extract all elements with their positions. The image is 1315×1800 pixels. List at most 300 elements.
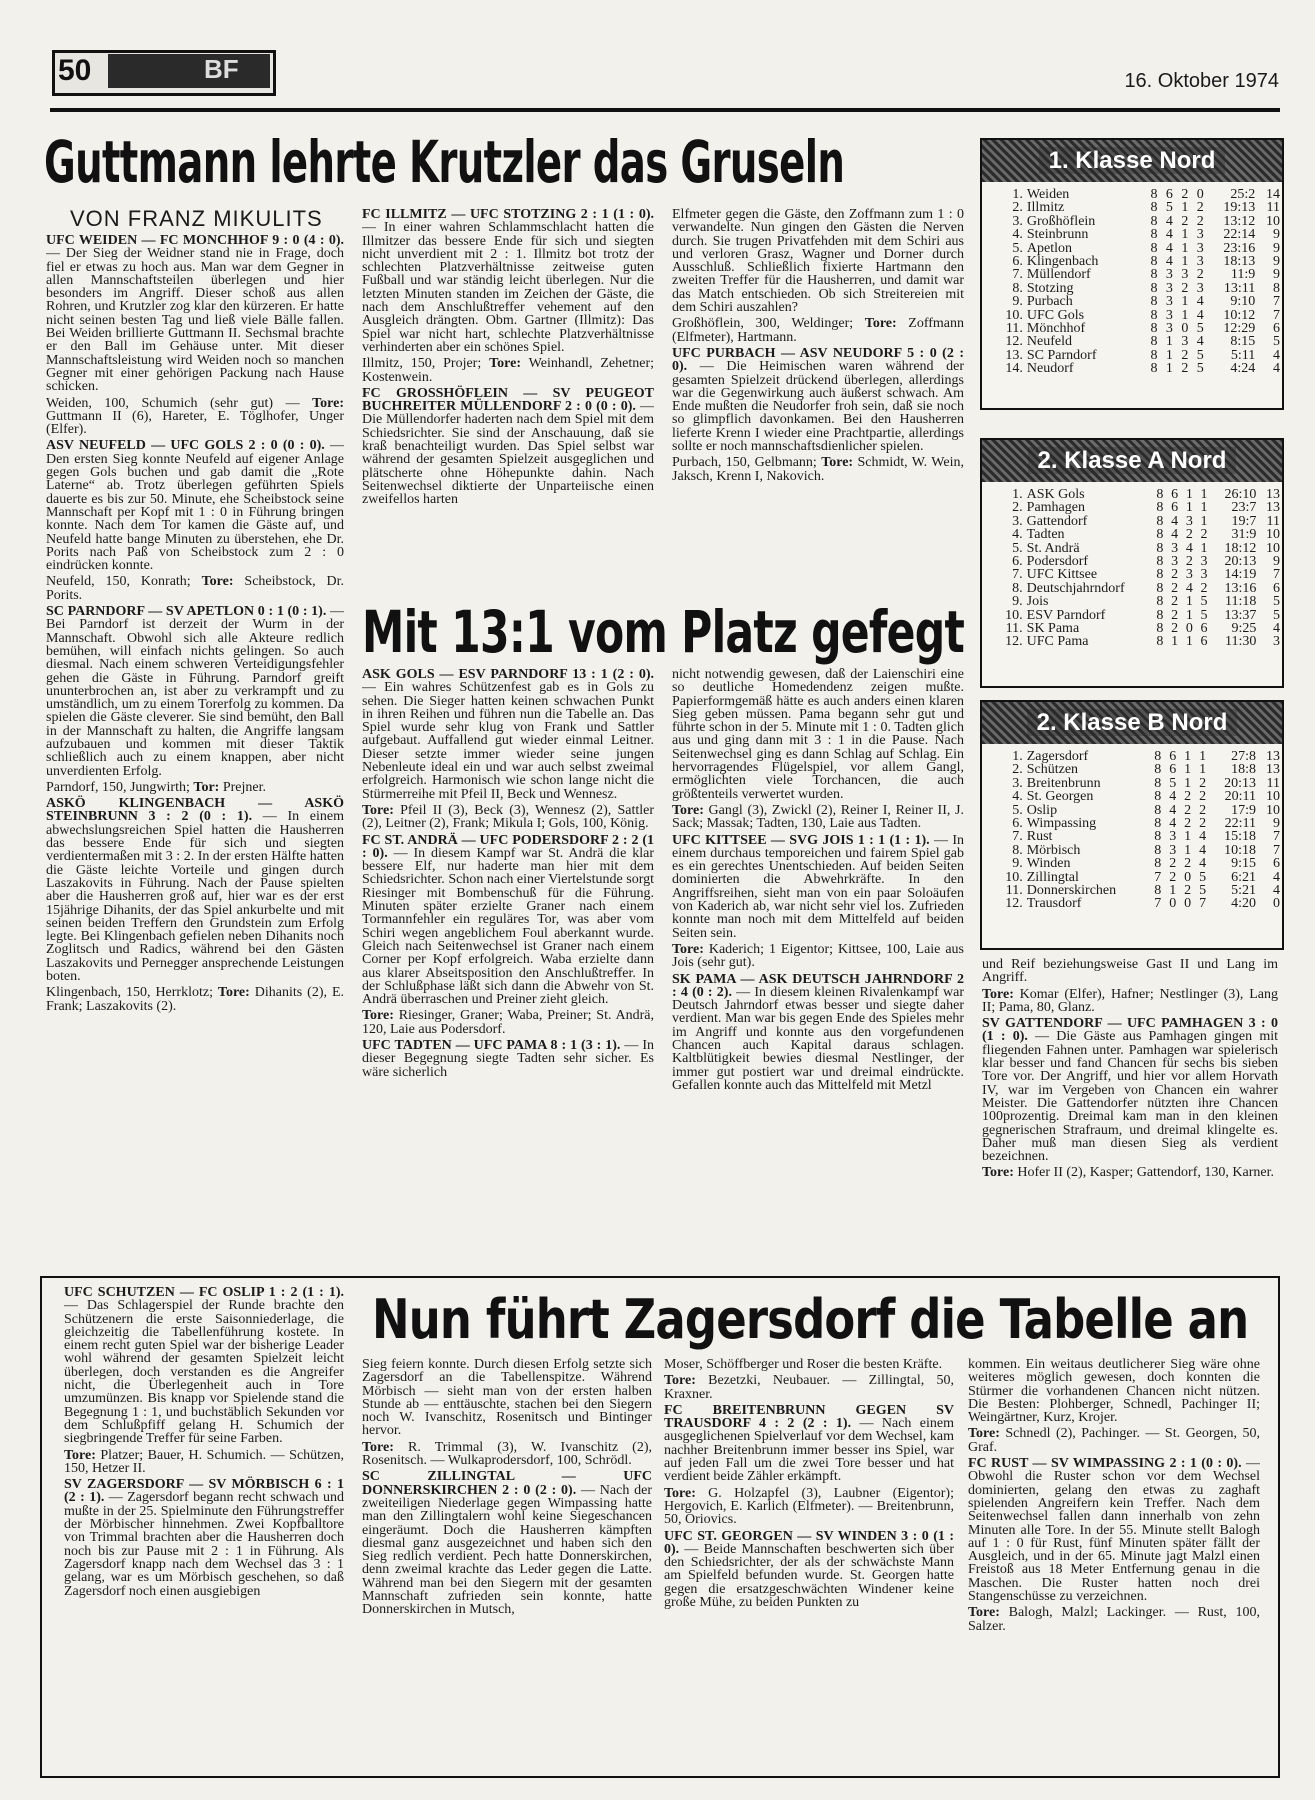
table-cell: 2 xyxy=(1169,856,1177,872)
table-cell: 13:11 xyxy=(1223,280,1256,296)
table-cell: 1 xyxy=(1185,634,1193,650)
standings-rows xyxy=(1002,488,1282,649)
article-paragraph: UFC TADTEN — UFC PAMA 8 : 1 (3 : 1). — In dieser Begegnung siegte Tadten sehr sicher. Es wäre sicherlich xyxy=(362,1038,654,1080)
table-cell: 1 xyxy=(1171,634,1179,650)
table-cell: 11:30 xyxy=(1225,634,1257,650)
table-cell: 4:20 xyxy=(1231,896,1256,912)
table-row xyxy=(1002,349,1282,362)
table-cell: 8 xyxy=(1154,749,1162,764)
section-label: BF xyxy=(108,54,270,88)
page-number: 50 xyxy=(58,54,92,87)
table-cell: 19:7 xyxy=(1231,513,1257,529)
article-paragraph: Neufeld, 150, Konrath; Tore: Scheibstock, Dr. Porits. xyxy=(46,574,344,603)
bottom-column-4 xyxy=(968,1358,1260,1768)
table-cell: 1 xyxy=(1165,334,1173,350)
table-cell: 0 xyxy=(1184,869,1192,885)
table-cell: 6. xyxy=(1012,554,1023,570)
table-cell: 4 xyxy=(1171,527,1179,543)
table-cell: 2 xyxy=(1199,775,1207,791)
table-cell: 3 xyxy=(1171,540,1179,556)
table-cell: 9 xyxy=(1273,554,1280,570)
table-row xyxy=(1002,582,1282,595)
table-cell: Neufeld xyxy=(1026,334,1072,350)
table-cell: Zillingtal xyxy=(1026,869,1079,885)
table-cell: UFC Gols xyxy=(1026,307,1085,323)
table-cell: 7 xyxy=(1273,294,1280,310)
table-cell: 10 xyxy=(1266,789,1280,805)
table-cell: 0 xyxy=(1181,321,1189,337)
table-cell: 4 xyxy=(1165,213,1173,229)
table-cell: 1 xyxy=(1184,829,1192,845)
table-cell: 12. xyxy=(1005,634,1023,650)
table-row xyxy=(1002,362,1282,375)
table-cell: 10:12 xyxy=(1223,307,1256,323)
table-cell: 20:13 xyxy=(1224,775,1256,791)
table-cell: 1 xyxy=(1185,500,1193,516)
table-row xyxy=(1002,322,1282,335)
table-cell: Donnerskirchen xyxy=(1026,883,1117,899)
article-paragraph: Klingenbach, 150, Herrklotz; Tore: Dihanits (2), E. Frank; Laszakovits (2). xyxy=(46,985,344,1014)
table-cell: 8 xyxy=(1154,789,1162,805)
table-cell: 2 xyxy=(1169,869,1177,885)
article-paragraph: Tore: R. Trimmal (3), W. Ivanschitz (2), Rosenitsch. — Wulkaprodersdorf, 100, Schrödl. xyxy=(362,1439,652,1469)
table-cell: 3 xyxy=(1181,267,1189,283)
table-cell: 3 xyxy=(1169,842,1177,858)
table-cell: 8 xyxy=(1154,802,1162,818)
header-rule xyxy=(50,108,1280,112)
table-cell: Mörbisch xyxy=(1026,842,1081,858)
table-cell: Tadten xyxy=(1026,527,1065,543)
table-cell: Purbach xyxy=(1026,294,1073,310)
table-cell: 3 xyxy=(1196,227,1204,243)
table-cell: 13:37 xyxy=(1224,607,1257,623)
table-cell: 9 xyxy=(1273,240,1280,256)
table-cell: 1 xyxy=(1185,487,1193,502)
table-cell: 10 xyxy=(1266,213,1280,229)
table-cell: 3 xyxy=(1196,280,1204,296)
table-cell: 23:16 xyxy=(1223,240,1256,256)
table-cell: 7. xyxy=(1012,267,1023,283)
table-cell: 7 xyxy=(1154,869,1162,885)
table-cell: 4 xyxy=(1169,802,1177,818)
table-cell: Steinbrunn xyxy=(1026,227,1089,243)
table-row xyxy=(1002,595,1282,608)
table-cell: 4 xyxy=(1185,540,1193,556)
table-cell: 4 xyxy=(1169,816,1177,832)
table-cell: 1 xyxy=(1165,347,1173,363)
table-cell: 8 xyxy=(1150,347,1158,363)
table-cell: 9:15 xyxy=(1231,856,1256,872)
table-row xyxy=(1002,242,1282,255)
table-cell: UFC Kittsee xyxy=(1026,567,1098,583)
table-cell: 8 xyxy=(1156,621,1164,637)
table-cell: SC Parndorf xyxy=(1026,347,1097,363)
table-cell: 4 xyxy=(1196,307,1204,323)
table-cell: 2 xyxy=(1199,802,1207,818)
article-column-3-mid xyxy=(672,668,964,1260)
table-cell: 18:13 xyxy=(1223,254,1256,270)
table-cell: 12. xyxy=(1005,334,1023,350)
table-cell: 2 xyxy=(1171,607,1179,623)
standings-table-3 xyxy=(980,700,1284,950)
table-cell: 0 xyxy=(1185,621,1193,637)
table-row xyxy=(1002,635,1282,648)
article-paragraph: UFC PURBACH — ASV NEUDORF 5 : 0 (2 : 0). — Die Heimischen waren während der gesamten Spielzeit drückend überlegen, allerdings war die Gegenwirkung auch äußerst schwach. Am Ende mußten die Neudorfer froh sein, daß sie noch so glimpflich davonkamen. Bei den Hausherren lieferte Krenn I wieder eine Prachtpartie, allerdings sollte er noch mannschaftsdienlicher spielen. xyxy=(672,345,964,455)
table-cell: 2 xyxy=(1200,527,1208,543)
table-row xyxy=(1002,542,1282,555)
table-cell: Weiden xyxy=(1026,187,1070,202)
table-cell: 4 xyxy=(1199,829,1207,845)
article-paragraph: Tore: Schnedl (2), Pachinger. — St. Georgen, 50, Graf. xyxy=(968,1426,1260,1455)
table-cell: 8 xyxy=(1156,554,1164,570)
article-paragraph: SK PAMA — ASK DEUTSCH JAHRNDORF 2 : 4 (0 : 2). — In diesem kleinen Rivalenkampf war Deutsch Jahrndorf etwas besser und siegte daher verdient. Man war bis gegen Ende des Spieles mehr im Angriff und konnte aus den vorgefundenen Chancen auch Kapital daraus schlagen. Kaltblütigkeit bewies diesmal Nestlinger, der immer gut postiert war und dreimal eindrückte. Gefallen konnte auch das Mittelfeld mit Metzl xyxy=(672,971,964,1093)
table-cell: 20:11 xyxy=(1224,789,1256,805)
table-cell: 4 xyxy=(1165,254,1173,270)
table-row xyxy=(1002,309,1282,322)
table-cell: 2 xyxy=(1181,187,1189,202)
bottom-column-2 xyxy=(362,1358,652,1768)
article-column-2-mid xyxy=(362,668,654,1260)
table-cell: 6 xyxy=(1169,762,1177,778)
second-headline: Mit 13:1 vom Platz gefegt xyxy=(362,598,965,666)
table-cell: Schützen xyxy=(1026,762,1079,778)
table-cell: 3 xyxy=(1200,567,1208,583)
table-cell: 11 xyxy=(1266,513,1280,529)
table-cell: 8 xyxy=(1150,361,1158,377)
table-cell: 7 xyxy=(1273,567,1280,583)
table-cell: 10. xyxy=(1005,869,1023,885)
table-cell: Trausdorf xyxy=(1026,896,1082,912)
table-cell: 0 xyxy=(1273,896,1280,912)
table-row xyxy=(1002,763,1282,776)
table-cell: 14. xyxy=(1005,361,1023,377)
article-paragraph: Elfmeter gegen die Gäste, den Zoffmann zum 1 : 0 verwandelte. Nun gingen den Gästen die Nerven durch. Sie trugen Privatfehden mit dem Schiri aus und verloren Grasz, Wagner und Dorner durch Ausschluß. Schließlich fixierte Hartmann den zweiten Treffer für die Hausherren, und damit war das Match entschieden. Ob sich Streitereien mit dem Schiri auszahlen? xyxy=(672,208,964,316)
table-cell: St. Andrä xyxy=(1026,540,1080,556)
table-row xyxy=(1002,335,1282,348)
table-cell: Stotzing xyxy=(1026,280,1074,296)
table-cell: 5 xyxy=(1199,869,1207,885)
table-cell: 2 xyxy=(1181,361,1189,377)
table-cell: 13. xyxy=(1005,347,1023,363)
table-cell: 22:11 xyxy=(1224,816,1256,832)
article-paragraph: Tore: Pfeil II (3), Beck (3), Wennesz (2), Sattler (2), Leitner (2), Frank; Mikula I; Gols, 100, König. xyxy=(362,802,654,832)
table-row xyxy=(1002,750,1282,763)
table-cell: 2 xyxy=(1171,580,1179,596)
table-cell: 11 xyxy=(1266,200,1280,216)
table-cell: 2 xyxy=(1171,621,1179,637)
table-cell: 8. xyxy=(1012,280,1023,296)
table-cell: 6 xyxy=(1169,749,1177,764)
table-cell: 11. xyxy=(1005,883,1023,899)
table-cell: 25:2 xyxy=(1230,187,1256,202)
table-cell: Neudorf xyxy=(1026,361,1074,377)
table-cell: 2 xyxy=(1184,802,1192,818)
table-cell: 2 xyxy=(1185,554,1193,570)
article-paragraph: SC ZILLINGTAL — UFC DONNERSKIRCHEN 2 : 0 (2 : 0). — Nach der zweiteiligen Niederlage gegen Wimpassing hatte man den Zillingtalern wohl keine Siegeschancen eingeräumt. Doch die Hausherren kämpften diesmal ganz ausgezeichnet und haben sich den Sieg redlich verdient. Pech hatte Donnerskirchen, denn zweimal krachte das Leder gegen die Latte. Während man bei den Siegern mit der gesamten Mannschaft zufrieden sein konnte, hatte Donnerskirchen in Mutsch, xyxy=(362,1469,652,1618)
table-cell: 17:9 xyxy=(1231,802,1256,818)
table-cell: 6 xyxy=(1171,500,1179,516)
table-row xyxy=(1002,555,1282,568)
table-cell: 5 xyxy=(1200,607,1208,623)
table-cell: Podersdorf xyxy=(1026,554,1089,570)
issue-date: 16. Oktober 1974 xyxy=(1124,70,1279,92)
table-row xyxy=(1002,844,1282,857)
table-cell: 8 xyxy=(1156,580,1164,596)
table-cell: 12. xyxy=(1005,896,1023,912)
table-cell: 8 xyxy=(1156,567,1164,583)
table-cell: 10. xyxy=(1005,607,1023,623)
table-cell: 2 xyxy=(1196,213,1204,229)
table-cell: Deutschjahrndorf xyxy=(1026,580,1125,596)
table-cell: 8 xyxy=(1156,607,1164,623)
table-row xyxy=(1002,871,1282,884)
article-column-1 xyxy=(46,234,344,1258)
table-cell: 27:8 xyxy=(1231,749,1256,764)
table-cell: 3. xyxy=(1012,213,1023,229)
table-cell: 2 xyxy=(1184,883,1192,899)
table-cell: 1 xyxy=(1199,749,1207,764)
article-paragraph: SV ZAGERSDORF — SV MÖRBISCH 6 : 1 (2 : 1). — Zagersdorf begann recht schwach und mußte in der 25. Spielminute den Führungstreffer der Mörbischer hinnehmen. Zwei Kopfballtore von Trimmal brachten aber die Hausherren doch noch bis zur Pause mit 2 : 1 in Führung. Als Zagersdorf knapp nach dem Wechsel das 3 : 1 gelang, war es um Mörbisch geschehen, so daß Zagersdorf noch einen ausgiebigen xyxy=(64,1477,344,1599)
table-cell: 3 xyxy=(1181,334,1189,350)
article-paragraph: ASKÖ KLINGENBACH — ASKÖ STEINBRUNN 3 : 2 (0 : 1). — In einem abwechslungsreichen Spiel hatten die Hausherren das bessere Ende für sich und siegten verdientermaßen mit 3 : 2. In der ersten Hälfte hatten die Gäste leichte Vorteile und gingen durch Laszakovits in Führung. Nach der Pause spielten aber die Hausherren groß auf, hier war es der erst 15jährige Dihanits, der das Spiel ankurbelte und mit seinen beiden Treffern den Grundstein zum Erfolg legte. Bei Klingenbach gefielen neben Dihanits noch Zoglitsch und Radics, während bei den Gästen Laszakovits und Pernegger ansprechende Leistungen boten. xyxy=(46,796,344,985)
table-cell: 1 xyxy=(1184,762,1192,778)
table-cell: 2 xyxy=(1200,580,1208,596)
table-cell: 31:9 xyxy=(1231,527,1257,543)
table-cell: 1. xyxy=(1012,749,1023,764)
article-column-2-top xyxy=(362,208,654,588)
article-paragraph: Tore: Platzer; Bauer, H. Schumich. — Schützen, 150, Hetzer II. xyxy=(64,1447,344,1476)
byline: VON FRANZ MIKULITS xyxy=(70,206,323,231)
table-cell: 11. xyxy=(1005,621,1023,637)
table-row xyxy=(1002,804,1282,817)
table-row xyxy=(1002,528,1282,541)
table-row xyxy=(1002,830,1282,843)
table-cell: 8 xyxy=(1156,594,1164,610)
table-cell: 3 xyxy=(1165,321,1173,337)
table-cell: 3. xyxy=(1012,513,1023,529)
table-cell: 7. xyxy=(1012,829,1023,845)
table-cell: 4 xyxy=(1273,361,1280,377)
table-cell: Pamhagen xyxy=(1026,500,1085,516)
table-cell: 2 xyxy=(1184,816,1192,832)
table-row xyxy=(1002,201,1282,214)
table-cell: 8 xyxy=(1154,762,1162,778)
table-cell: 13 xyxy=(1266,500,1280,516)
table-cell: 8 xyxy=(1154,883,1162,899)
table-cell: 19:13 xyxy=(1223,200,1256,216)
table-cell: 2 xyxy=(1171,594,1179,610)
table-cell: 4 xyxy=(1165,227,1173,243)
table-cell: 3 xyxy=(1165,307,1173,323)
table-cell: 13:16 xyxy=(1224,580,1257,596)
table-cell: 3 xyxy=(1165,294,1173,310)
table-cell: 11 xyxy=(1266,775,1280,791)
table-cell: 1 xyxy=(1200,540,1208,556)
article-paragraph: kommen. Ein weitaus deutlicherer Sieg wäre ohne weiteres möglich gewesen, doch konnten die Stürmer die vorhandenen Chancen nicht nützen. Die Besten: Plohberger, Schnedl, Pachinger II; Weingärtner, Kurz, Krojer. xyxy=(968,1358,1260,1426)
table-cell: 8 xyxy=(1150,240,1158,256)
table-cell: 4. xyxy=(1012,227,1023,243)
table-cell: Winden xyxy=(1026,856,1071,872)
table-cell: 3 xyxy=(1165,267,1173,283)
third-headline: Nun führt Zagersdorf die Tabelle an xyxy=(372,1288,1249,1351)
table-row xyxy=(1002,188,1282,201)
article-paragraph: Tore: Komar (Elfer), Hafner; Nestlinger (3), Lang II; Pama, 80, Glanz. xyxy=(982,986,1278,1015)
article-paragraph: und Reif beziehungsweise Gast II und Lang im Angriff. xyxy=(982,958,1278,986)
table-cell: 2 xyxy=(1196,200,1204,216)
table-cell: St. Georgen xyxy=(1026,789,1094,805)
table-cell: Apetlon xyxy=(1026,240,1072,256)
table-cell: 9:10 xyxy=(1230,294,1256,310)
table-cell: 1 xyxy=(1181,294,1189,310)
table-cell: 1 xyxy=(1184,842,1192,858)
table-cell: 5 xyxy=(1199,883,1207,899)
table-cell: Großhöflein xyxy=(1026,213,1096,229)
table-cell: Mönchhof xyxy=(1026,321,1086,337)
table-cell: Jois xyxy=(1026,594,1049,610)
table-cell: 5 xyxy=(1196,361,1204,377)
table-cell: 8 xyxy=(1150,200,1158,216)
article-paragraph: UFC KITTSEE — SVG JOIS 1 : 1 (1 : 1). — In einem durchaus temporeichen und fairem Spiel gab es ein gerechtes Unentschieden. Auf beiden Seiten dominierten die Abwehrkräfte. In den Angriffsreihen, sieht man von ein paar Soloäufen von Kaderich ab, war nicht sehr viel los. Zufrieden konnte man noch mit dem Mittelfeld auf beiden Seiten sein. xyxy=(672,832,964,941)
table-cell: 10 xyxy=(1266,540,1280,556)
article-paragraph: UFC ST. GEORGEN — SV WINDEN 3 : 0 (1 : 0). — Beide Mannschaften beschwerten sich über den Schiedsrichter, der als der schwächste Mann am Spielfeld befunden wurde. St. Georgen hatte gegen die ersatzgeschwächten Windener keine große Mühe, zu beiden Punkten zu xyxy=(664,1528,954,1611)
table-cell: 14:19 xyxy=(1224,567,1257,583)
table-cell: 5 xyxy=(1196,347,1204,363)
table-cell: 8 xyxy=(1273,280,1280,296)
table-cell: 2 xyxy=(1199,816,1207,832)
table-cell: 2 xyxy=(1196,267,1204,283)
table-cell: 2 xyxy=(1199,789,1207,805)
table-row xyxy=(1002,777,1282,790)
table-cell: ASK Gols xyxy=(1026,487,1085,502)
table-cell: 10 xyxy=(1266,802,1280,818)
article-paragraph: nicht notwendig gewesen, daß der Laienschiri eine so deutliche Homedendenz zeigen mußte. Papierformgemäß hätte es auch anders einen klaren Sieg geben müssen. Pama begann sehr gut und führte schon in der 5. Minute mit 1 : 0. Tadten glich aus und ging dann mit 3 : 1 in die Pause. Nach Seitenwechsel ging es dann Schlag auf Schlag. Ein hervorragendes Flügelspiel, vor allem Gangl, ermöglichten viele Torchancen, die auch größtenteils verwertet wurden. xyxy=(672,668,964,802)
table-cell: 7 xyxy=(1273,307,1280,323)
table-cell: 1. xyxy=(1012,187,1023,202)
table-cell: 1 xyxy=(1200,513,1208,529)
table-cell: 4 xyxy=(1171,513,1179,529)
table-cell: 8 xyxy=(1150,334,1158,350)
table-cell: 9:25 xyxy=(1231,621,1257,637)
main-headline: Guttmann lehrte Krutzler das Gruseln xyxy=(44,128,845,196)
table-cell: 7 xyxy=(1199,896,1207,912)
article-paragraph: FC ILLMITZ — UFC STOTZING 2 : 1 (1 : 0). — In einer wahren Schlammschlacht hatten die Illmitzer das bessere Ende für sich und siegten nicht unverdient mit 2 : 1. Illmitz bot trotz der schlechten Platzverhältnisse zeitweise guten Fußball und war ständig leicht überlegen. Nur die letzten Minuten standen im Zeichen der Gäste, die nach dem Anschlußtreffer vehement auf den Ausgleich drängten. Obm. Gartner (Illmitz): Das Spiel war nicht hart, schlechte Platzverhältnisse verhinderten aber ein schönes Spiel. xyxy=(362,208,654,355)
table-cell: 6 xyxy=(1200,621,1208,637)
table-cell: 2. xyxy=(1012,200,1023,216)
table-cell: 5:11 xyxy=(1230,347,1256,363)
table-row xyxy=(1002,897,1282,910)
table-cell: 10 xyxy=(1266,527,1280,543)
table-cell: 4 xyxy=(1199,856,1207,872)
article-paragraph: Tore: Balogh, Malzl; Lackinger. — Rust, 100, Salzer. xyxy=(968,1605,1260,1634)
article-paragraph: Moser, Schöffberger und Roser die besten Kräfte. xyxy=(664,1358,943,1372)
table-cell: 0 xyxy=(1184,896,1192,912)
article-paragraph: UFC WEIDEN — FC MÖNCHHOF 9 : 0 (4 : 0). — Der Sieg der Weidner stand nie in Frage, doch fiel er etwas zu hoch aus. Man war dem Gegner in allen Mannschaftsteilen überlegen und hier besonders im Angriff. Dieser schoß aus allen Rohren, und Krutzler zog klar den kürzeren. Er hatte nicht seinen besten Tag und ließ viele Bälle fallen. Bei Weiden brillierte Guttmann II. Sechsmal brachte er den Ball im Gehäuse unter. Mit dieser Mannschaftsleistung wird Weiden noch so manchen Gegner mit einer gehörigen Packung nach Hause schicken. xyxy=(46,234,344,395)
table-cell: 5:21 xyxy=(1231,883,1256,899)
article-paragraph: Tore: Riesinger, Graner; Waba, Preiner; St. Andrä, 120, Laie aus Podersdorf. xyxy=(362,1008,654,1037)
table-cell: 18:12 xyxy=(1224,540,1257,556)
table-cell: 8 xyxy=(1150,227,1158,243)
table-cell: 1 xyxy=(1185,607,1193,623)
table-cell: 13 xyxy=(1266,487,1280,502)
table-cell: 8 xyxy=(1156,540,1164,556)
table-cell: 11:9 xyxy=(1230,267,1256,283)
table-cell: 5 xyxy=(1196,321,1204,337)
table-cell: UFC Pama xyxy=(1026,634,1089,650)
table-cell: 2. xyxy=(1012,762,1023,778)
table-cell: 7. xyxy=(1012,567,1023,583)
table-cell: Müllendorf xyxy=(1026,267,1091,283)
table-cell: 4 xyxy=(1273,621,1280,637)
table-cell: 6. xyxy=(1012,254,1023,270)
article-paragraph: Illmitz, 150, Projer; Tore: Weinhandl, Zehetner; Kostenwein. xyxy=(362,356,654,385)
table-cell: 0 xyxy=(1196,187,1204,202)
table-cell: 8 xyxy=(1154,856,1162,872)
table-cell: 9. xyxy=(1012,856,1023,872)
table-cell: 7 xyxy=(1273,842,1280,858)
standings-title: 1. Klasse Nord xyxy=(982,140,1282,182)
table-cell: 3 xyxy=(1185,513,1193,529)
table-cell: 2 xyxy=(1181,280,1189,296)
table-cell: ESV Parndorf xyxy=(1026,607,1106,623)
table-cell: 8 xyxy=(1156,634,1164,650)
table-cell: 2 xyxy=(1185,527,1193,543)
bottom-column-1 xyxy=(64,1286,344,1768)
table-cell: 5. xyxy=(1012,802,1023,818)
article-paragraph: Tore: Bezetzki, Neubauer. — Zillingtal, 50, Kraxner. xyxy=(664,1373,954,1402)
table-cell: 5 xyxy=(1169,775,1177,791)
table-cell: 3 xyxy=(1196,240,1204,256)
table-cell: 1 xyxy=(1199,762,1207,778)
table-cell: 9 xyxy=(1273,816,1280,832)
table-cell: 10. xyxy=(1005,307,1023,323)
table-row xyxy=(1002,228,1282,241)
table-cell: 4 xyxy=(1185,580,1193,596)
table-row xyxy=(1002,622,1282,635)
table-cell: 6 xyxy=(1273,321,1280,337)
table-cell: 3 xyxy=(1171,554,1179,570)
standings-title: 2. Klasse A Nord xyxy=(982,440,1282,482)
table-cell: 7 xyxy=(1154,896,1162,912)
standings-table-2 xyxy=(980,438,1284,688)
table-cell: 6 xyxy=(1165,187,1173,202)
table-cell: 1 xyxy=(1181,227,1189,243)
standings-rows xyxy=(1002,188,1282,376)
table-cell: 13:12 xyxy=(1223,213,1256,229)
table-cell: 2 xyxy=(1181,347,1189,363)
table-row xyxy=(1002,282,1282,295)
table-cell: 4. xyxy=(1012,527,1023,543)
article-column-4 xyxy=(982,958,1278,1260)
table-row xyxy=(1002,817,1282,830)
table-cell: 12:29 xyxy=(1223,321,1256,337)
table-cell: 8 xyxy=(1156,500,1164,516)
article-paragraph: FC GROSSHÖFLEIN — SV PEUGEOT BUCHREITER MÜLLENDORF 2 : 0 (0 : 0). — Die Müllendorfer haderten nach dem Spiel mit dem Schiedsrichter. Sie sind der Anschauung, daß sie kraß benachteiligt wurden. Das Spiel selbst war während der gesamten Spielzeit ausgeglichen und plätscherte ohne Höhepunkte dahin. Nach Seitenwechsel diktierte der Unparteiische einen zweifellos harten xyxy=(362,385,654,508)
table-cell: 1 xyxy=(1184,749,1192,764)
table-cell: 10:18 xyxy=(1224,842,1256,858)
article-paragraph: Tore: Kaderich; 1 Eigentor; Kittsee, 100, Laie aus Jois (sehr gut). xyxy=(672,941,964,971)
article-paragraph: ASV NEUFELD — UFC GOLS 2 : 0 (0 : 0). — Den ersten Sieg konnte Neufeld auf eigener Anlage gegen Gols buchen und gab damit die „Rote Laterne“ ab. Trotz überlegen geführten Spiels dauerte es bis zur 50. Minute, ehe Scheibstock seine Mannschaft per Kopf mit 1 : 0 in Führung bringen konnte. Nach dem Tor kamen die Gäste auf, und Neufeld hatte bange Minuten zu überstehen, ehe Dr. Porits nach Paß von Scheibstock zum 2 : 0 eindrücken konnte. xyxy=(46,438,344,574)
table-cell: Rust xyxy=(1026,829,1053,845)
table-cell: 4 xyxy=(1273,869,1280,885)
article-column-3-top xyxy=(672,208,964,588)
table-cell: 6 xyxy=(1200,634,1208,650)
table-cell: 8 xyxy=(1150,213,1158,229)
table-cell: Oslip xyxy=(1026,802,1058,818)
table-cell: 20:13 xyxy=(1224,554,1257,570)
table-cell: 8 xyxy=(1154,829,1162,845)
table-cell: 4 xyxy=(1165,240,1173,256)
article-paragraph: ASK GOLS — ESV PARNDORF 13 : 1 (2 : 0). — Ein wahres Schützenfest gab es in Gols zu sehen. Die Sieger hatten keinen schwachen Punkt in ihren Reihen und führen nun die Tabelle an. Das Spiel wurde sehr klug von Frank und Sattler aufgebaut. Auffallend gut wieder einmal Leitner. Dieser setzte immer wieder seine jungen Nebenleute ideal ein und war auch selbst zweimal erfolgreich. Harmonisch wie schon lange nicht die Stürmerreihe mit Pfeil II, Beck und Wennesz. xyxy=(362,668,654,802)
